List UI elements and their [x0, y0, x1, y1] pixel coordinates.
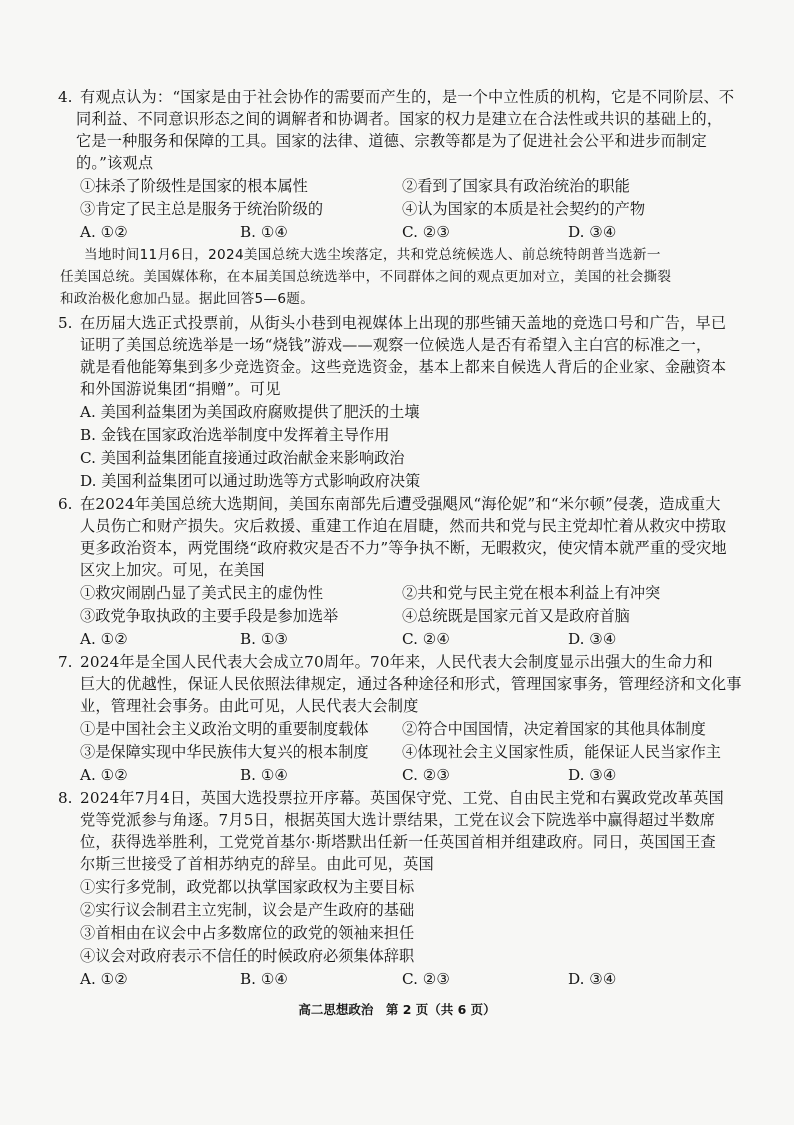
statement-2: ②实行议会制君主立宪制，议会是产生政府的基础	[80, 901, 415, 919]
choice-d: D. ③④	[568, 630, 617, 648]
question-stem-line: 同利益、不同意识形态之间的调解者和协调者。国家的权力是建立在合法性或共识的基础上的，	[76, 110, 723, 128]
statement-4: ④体现社会主义国家性质，能保证人民当家作主	[402, 743, 721, 761]
choice-d: D. ③④	[568, 970, 617, 988]
question-stem-line: 的。”该观点	[76, 154, 154, 172]
choice-c: C. ②③	[402, 223, 450, 241]
question-stem-line: 区灾上加灾。可见，在美国	[80, 561, 265, 579]
question-stem-line: 业，管理社会事务。由此可见，人民代表大会制度	[80, 697, 419, 715]
question-number: 8.	[58, 789, 73, 807]
question-stem-line: 就是看他能筹集到多少竞选资金。这些竞选资金，基本上都来自候选人背后的企业家、金融资本	[80, 358, 727, 376]
statement-1: ①实行多党制，政党都以执掌国家政权为主要目标	[80, 878, 415, 896]
choice-d: D. ③④	[568, 766, 617, 784]
choice-c: C. ②③	[402, 970, 450, 988]
question-stem-line: 和外国游说集团“捐赠”。可见	[80, 380, 281, 398]
choice-a: A. ①②	[80, 766, 128, 784]
choice-c: C. ②③	[402, 766, 450, 784]
choice-b: B. ①④	[240, 970, 289, 988]
question-stem-line: 证明了美国总统选举是一场“烧钱”游戏——观察一位候选人是否有希望入主白宫的标准之一，	[80, 336, 712, 354]
choice-d: D. 美国利益集团可以通过助选等方式影响政府决策	[80, 472, 421, 490]
question-stem-line: 2024年7月4日，英国大选投票拉开序幕。英国保守党、工党、自由民主党和右翼政党改革英国	[80, 789, 724, 807]
question-stem-line: 2024年是全国人民代表大会成立70周年。70年来，人民代表大会制度显示出强大的生命力和	[80, 653, 713, 671]
question-stem-line: 党等党派参与角逐。7月5日，根据英国大选计票结果，工党在议会下院选举中赢得超过半数席	[80, 811, 716, 829]
question-number: 4.	[58, 88, 73, 106]
question-stem-line: 在2024年美国总统大选期间，美国东南部先后遭受强飓风“海伦妮”和“米尔顿”侵袭，造成重大	[80, 495, 721, 513]
question-stem-line: 有观点认为：“国家是由于社会协作的需要而产生的，是一个中立性质的机构，它是不同阶层、不	[80, 88, 735, 106]
statement-4: ④总统既是国家元首又是政府首脑	[402, 607, 630, 625]
choice-c: C. ②④	[402, 630, 450, 648]
question-stem-line: 在历届大选正式投票前，从街头小巷到电视媒体上出现的那些铺天盖地的竞选口号和广告，早已	[80, 314, 727, 332]
choice-b: B. ①④	[240, 766, 289, 784]
choice-a: A. ①②	[80, 970, 128, 988]
question-number: 5.	[58, 314, 73, 332]
question-stem-line: 人员伤亡和财产损失。灾后救援、重建工作迫在眉睫，然而共和党与民主党却忙着从救灾中捞取	[80, 517, 727, 535]
question-stem-line: 更多政治资本，两党围绕“政府救灾是否不力”等争执不断，无暇救灾，使灾情本就严重的受灾地	[80, 539, 727, 557]
question-stem-line: 它是一种服务和保障的工具。国家的法律、道德、宗教等都是为了促进社会公平和进步而制定	[76, 132, 707, 150]
choice-b: B. 金钱在国家政治选举制度中发挥着主导作用	[80, 426, 390, 444]
statement-1: ①抹杀了阶级性是国家的根本属性	[80, 177, 308, 195]
statement-2: ②看到了国家具有政治统治的职能	[402, 177, 630, 195]
statement-4: ④议会对政府表示不信任的时候政府必须集体辞职	[80, 947, 415, 965]
question-stem-line: 尔斯三世接受了首相苏纳克的辞呈。由此可见，英国	[80, 855, 434, 873]
statement-3: ③首相由在议会中占多数席位的政党的领袖来担任	[80, 924, 415, 942]
statement-2: ②符合中国国情，决定着国家的其他具体制度	[402, 720, 706, 738]
choice-b: B. ①④	[240, 223, 289, 241]
question-stem-line: 位，获得选举胜利，工党党首基尔·斯塔默出任新一任英国首相并组建政府。同日，英国国王查	[80, 833, 716, 851]
statement-1: ①救灾闹剧凸显了美式民主的虚伪性	[80, 584, 323, 602]
statement-3: ③政党争取执政的主要手段是参加选举	[80, 607, 339, 625]
question-number: 7.	[58, 653, 73, 671]
choice-a: A. ①②	[80, 630, 128, 648]
statement-4: ④认为国家的本质是社会契约的产物	[402, 200, 645, 218]
page-footer: 高二思想政治 第 2 页（共 6 页）	[298, 1002, 496, 1017]
choice-d: D. ③④	[568, 223, 617, 241]
question-stem-line: 巨大的优越性，保证人民依照法律规定，通过各种途径和形式，管理国家事务，管理经济和文化事	[80, 675, 742, 693]
material-line: 任美国总统。美国媒体称，在本届美国总统选举中，不同群体之间的观点更加对立，美国的社会撕裂	[60, 269, 672, 285]
material-line: 和政治极化愈加凸显。据此回答5—6题。	[60, 291, 315, 307]
choice-b: B. ①③	[240, 630, 289, 648]
choice-a: A. 美国利益集团为美国政府腐败提供了肥沃的土壤	[80, 403, 420, 421]
question-number: 6.	[58, 495, 73, 513]
statement-3: ③是保障实现中华民族伟大复兴的根本制度	[80, 743, 369, 761]
statement-2: ②共和党与民主党在根本利益上有冲突	[402, 584, 661, 602]
choice-c: C. 美国利益集团能直接通过政治献金来影响政治	[80, 449, 405, 467]
choice-a: A. ①②	[80, 223, 128, 241]
statement-3: ③肯定了民主总是服务于统治阶级的	[80, 200, 323, 218]
statement-1: ①是中国社会主义政治文明的重要制度载体	[80, 720, 369, 738]
material-line: 当地时间11月6日，2024美国总统大选尘埃落定，共和党总统候选人、前总统特朗普当选新一	[84, 247, 661, 263]
